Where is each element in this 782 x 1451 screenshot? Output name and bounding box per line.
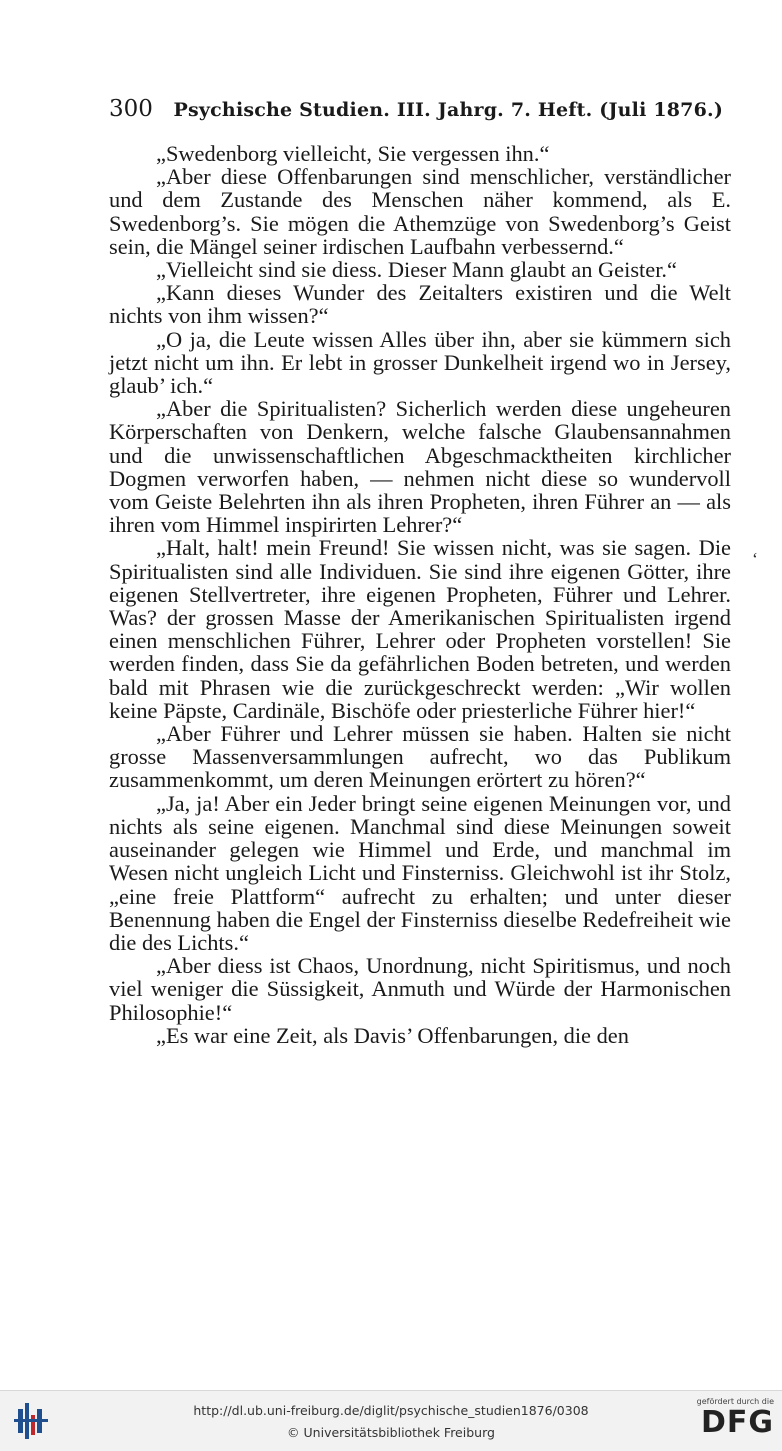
paragraph: „Es war eine Zeit, als Davis’ Offenbarungen, die den (156, 1022, 629, 1048)
dfg-logo-text: DFG (700, 1405, 774, 1440)
page-header (109, 96, 733, 126)
dfg-funding-note: gefördert durch die (696, 1397, 774, 1406)
paragraph: „Ja, ja! Aber ein Jeder bringt seine eigenen Meinungen vor, und nichts als seine eigenen. Manchmal sind diese Meinungen soweit auseinander gelegen wie Himmel und Erde, und manchmal im Wesen nicht ungleich Licht und Finsterniss. Gleichwohl ist ihr Stolz, „eine freie Plattform“ aufrecht zu erhalten; und unter dieser Benennung haben die Engel der Finsterniss dieselbe Redefreiheit wie die des Lichts.“ (109, 790, 731, 955)
paragraph: „Aber die Spiritualisten? Sicherlich werden diese ungeheuren Körperschaften von Denkern, welche falsche Glaubensannahmen und die unwissenschaftlichen Abgeschmacktheiten kirchlicher Dogmen verworfen haben, — nehmen nicht diese so wundervoll vom Geiste Belehrten ihn als ihren Propheten, ihren Führer an — als ihren vom Himmel inspirirten Lehrer?“ (109, 396, 731, 538)
page-number: 300 (109, 96, 153, 122)
viewer-footer (0, 1390, 782, 1451)
body-text (109, 142, 731, 1047)
page-url-link[interactable]: http://dl.ub.uni-freiburg.de/diglit/psychische_studien1876/0308 (193, 1403, 589, 1418)
margin-mark: ‘ (752, 549, 758, 569)
paragraph: „Aber Führer und Lehrer müssen sie haben. Halten sie nicht grosse Massenversammlungen aufrecht, wo das Publikum zusammenkommt, um deren Meinungen erörtert zu hören?“ (109, 721, 731, 793)
paragraph: „Kann dieses Wunder des Zeitalters existiren und die Welt nichts von ihm wissen?“ (109, 280, 731, 329)
paragraph: „O ja, die Leute wissen Alles über ihn, aber sie kümmern sich jetzt nicht um ihn. Er lebt in grosser Dunkelheit irgend wo in Jersey, glaub’ ich.“ (109, 326, 731, 399)
running-title: Psychische Studien. III. Jahrg. 7. Heft. (Juli 1876.) (173, 99, 724, 121)
paragraph: „Halt, halt! mein Freund! Sie wissen nicht, was sie sagen. Die Spiritualisten sind alle Individuen. Sie sind ihre eigenen Götter, ihre eigenen Stellvertreter, ihre eigenen Propheten, Führer und Lehrer. Was? der grossen Masse der Amerikanischen Spiritualisten irgend einen menschlichen Führer, Lehrer oder Propheten vorstellen! Sie werden finden, dass Sie da gefährlichen Boden betreten, und werden bald mit Phrasen wie die zurückgeschreckt werden: „Wir wollen keine Päpste, Cardinäle, Bischöfe oder priesterliche Führer hier!“ (109, 535, 731, 723)
paragraph: „Aber diess ist Chaos, Unordnung, nicht Spiritismus, und noch viel weniger die Süssigkeit, Anmuth und Würde der Harmonischen Philosophie!“ (109, 953, 731, 1025)
paragraph: „Vielleicht sind sie diess. Dieser Mann glaubt an Geister.“ (156, 257, 677, 283)
paragraph: „Swedenborg vielleicht, Sie vergessen ihn.“ (156, 141, 550, 166)
copyright-notice: © Universitätsbibliothek Freiburg (287, 1425, 495, 1440)
paragraph: „Aber diese Offenbarungen sind menschlicher, verständlicher und dem Zustande des Menschen näher kommend, als E. Swedenborg’s. Sie mögen die Athemzüge von Swedenborg’s Geist sein, die Mängel seiner irdischen Laufbahn verbessernd.“ (109, 164, 731, 259)
dfg-logo (690, 1397, 774, 1447)
